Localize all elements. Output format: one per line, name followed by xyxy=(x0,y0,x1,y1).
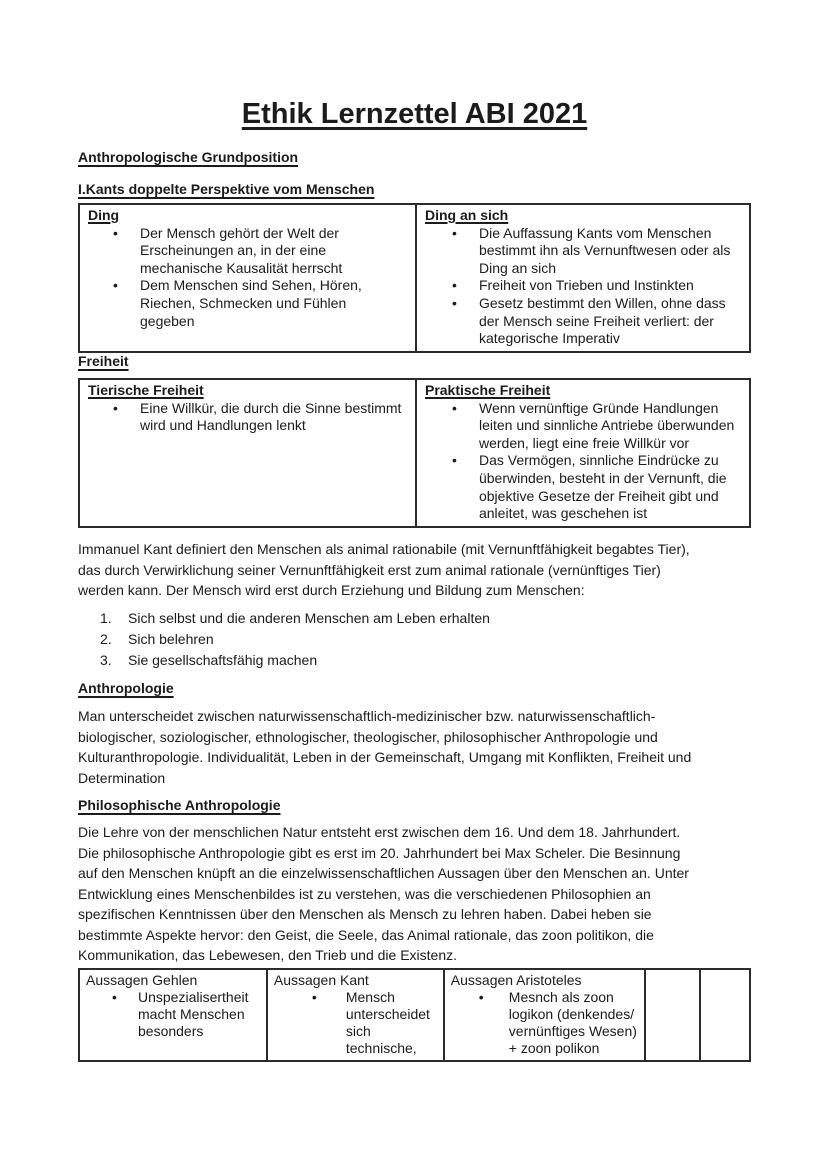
table-cell-aussagen-gehlen xyxy=(80,970,266,1060)
paragraph-line: Entwicklung eines Menschenbildes ist zu verstehen, was die verschiedenen Philosophien an xyxy=(78,885,651,902)
list-item xyxy=(78,629,751,650)
paragraph-line: auf den Menschen knüpft an die einzelwissenschaftlichen Aussagen über den Menschen an. Unter xyxy=(78,865,689,881)
table-ding xyxy=(78,203,751,353)
paragraph-anthropologie xyxy=(78,706,751,788)
heading-kants-doppelte-perspektive: I.Kants doppelte Perspektive vom Menschen xyxy=(78,181,375,197)
bullet-list xyxy=(451,989,641,1057)
list-erziehung xyxy=(78,608,751,671)
table-aussagen xyxy=(78,968,751,1062)
list-item-number: 2. xyxy=(100,631,112,647)
heading-freiheit: Freiheit xyxy=(78,353,129,369)
bullet-list xyxy=(88,400,403,435)
list-item-text: Sich belehren xyxy=(128,631,214,647)
bullet-item: • Mesnch als zoon logikon (denkendes/ vernünftiges Wesen) + zoon polikon xyxy=(451,989,641,1057)
bullet-item: • Eine Willkür, die durch die Sinne bestimmt wird und Handlungen lenkt xyxy=(88,400,403,435)
paragraph-line: biologischer, soziologischer, ethnologischer, theologischer, philosophischer Anthropologie und xyxy=(78,728,658,745)
table-cell-empty-1 xyxy=(644,970,700,1060)
cell-heading-ding-an-sich: Ding an sich xyxy=(424,207,509,223)
table-cell-ding-an-sich xyxy=(415,205,749,351)
bullet-list xyxy=(274,989,440,1057)
bullet-list xyxy=(425,400,737,523)
bullet-list xyxy=(425,225,737,348)
table-cell-ding xyxy=(80,205,415,351)
cell-heading-ding: Ding xyxy=(88,207,120,223)
table-cell-praktische-freiheit xyxy=(415,380,749,526)
table-freiheit xyxy=(78,378,751,528)
bullet-item: • Das Vermögen, sinnliche Eindrücke zu überwinden, besteht in der Vernunft, die objektive Gesetze der Freiheit gibt und anleitet, was geschehen ist xyxy=(425,452,737,522)
bullet-list xyxy=(88,225,403,331)
table-cell-aussagen-aristoteles xyxy=(443,970,644,1060)
list-item-text: Sich selbst und die anderen Menschen am Leben erhalten xyxy=(128,610,490,626)
list-item xyxy=(78,650,751,671)
paragraph-line: Kommunikation, das Lebewesen, den Trieb und die Existenz. xyxy=(78,947,458,963)
paragraph-line: bestimmte Aspekte hervor: den Geist, die Seele, das Animal rationale, das zoon politikon, die xyxy=(78,926,654,943)
heading-anthropologische-grundposition: Anthropologische Grundposition xyxy=(78,149,299,165)
paragraph-kant-definition xyxy=(78,539,751,601)
list-item-number: 3. xyxy=(100,652,112,668)
bullet-item: • Wenn vernünftige Gründe Handlungen leiten und sinnliche Antriebe überwunden werden, liegt eine freie Willkür vor xyxy=(425,400,737,453)
bullet-item: • Die Auffassung Kants vom Menschen bestimmt ihn als Vernunftwesen oder als Ding an sich xyxy=(425,225,737,278)
bullet-item: • Freiheit von Trieben und Instinkten xyxy=(425,277,737,295)
paragraph-line: werden kann. Der Mensch wird erst durch Erziehung und Bildung zum Menschen: xyxy=(78,582,585,598)
cell-heading-aussagen-aristoteles: Aussagen Aristoteles xyxy=(450,972,582,988)
paragraph-philosophische-anthropologie xyxy=(78,822,751,966)
cell-heading-praktische-freiheit: Praktische Freiheit xyxy=(424,382,551,398)
bullet-item: • Der Mensch gehört der Welt der Erscheinungen an, in der eine mechanische Kausalität herrscht xyxy=(88,225,403,278)
paragraph-line: spezifischen Kenntnissen über den Menschen als Mensch zu lehren haben. Dabei heben sie xyxy=(78,906,652,922)
bullet-item: • Dem Menschen sind Sehen, Hören, Riechen, Schmecken und Fühlen gegeben xyxy=(88,277,403,330)
paragraph-line: Die philosophische Anthropologie gibt es erst im 20. Jahrhundert bei Max Scheler. Die Besinnung xyxy=(78,844,681,861)
bullet-item: • Gesetz bestimmt den Willen, ohne dass der Mensch seine Freiheit verliert: der kategorische Imperativ xyxy=(425,295,737,348)
cell-heading-aussagen-kant: Aussagen Kant xyxy=(273,972,369,988)
table-cell-aussagen-kant xyxy=(266,970,443,1060)
cell-heading-aussagen-gehlen: Aussagen Gehlen xyxy=(86,972,198,988)
cell-heading-tierische-freiheit: Tierische Freiheit xyxy=(88,382,204,398)
bullet-item: • Unspezialisertheit macht Menschen besonders xyxy=(86,989,263,1040)
paragraph-line: Man unterscheidet zwischen naturwissenschaftlich-medizinischer bzw. naturwissenschaftlich- xyxy=(78,708,656,724)
table-cell-empty-2 xyxy=(699,970,749,1060)
paragraph-line: Kulturanthropologie. Individualität, Leben in der Gemeinschaft, Umgang mit Konflikten, Freiheit und xyxy=(78,749,692,765)
paragraph-line: Determination xyxy=(78,769,166,786)
paragraph-line: Die Lehre von der menschlichen Natur entsteht erst zwischen dem 16. Und dem 18. Jahrhundert. xyxy=(78,824,681,840)
bullet-item: • Mensch unterscheidet sich technische, xyxy=(274,989,440,1057)
heading-anthropologie: Anthropologie xyxy=(78,680,174,696)
table-cell-tierische-freiheit xyxy=(80,380,415,526)
list-item-text: Sie gesellschaftsfähig machen xyxy=(128,652,318,668)
paragraph-line: Immanuel Kant definiert den Menschen als animal rationabile (mit Vernunftfähigkeit begabtes Tier), xyxy=(78,541,690,557)
paragraph-line: das durch Verwirklichung seiner Vernunftfähigkeit erst zum animal rationale (vernünftiges Tier) xyxy=(78,561,661,578)
heading-philosophische-anthropologie: Philosophische Anthropologie xyxy=(78,797,281,813)
document-title: Ethik Lernzettel ABI 2021 xyxy=(241,98,588,130)
list-item xyxy=(78,608,751,629)
bullet-list xyxy=(86,989,263,1040)
list-item-number: 1. xyxy=(100,610,112,626)
